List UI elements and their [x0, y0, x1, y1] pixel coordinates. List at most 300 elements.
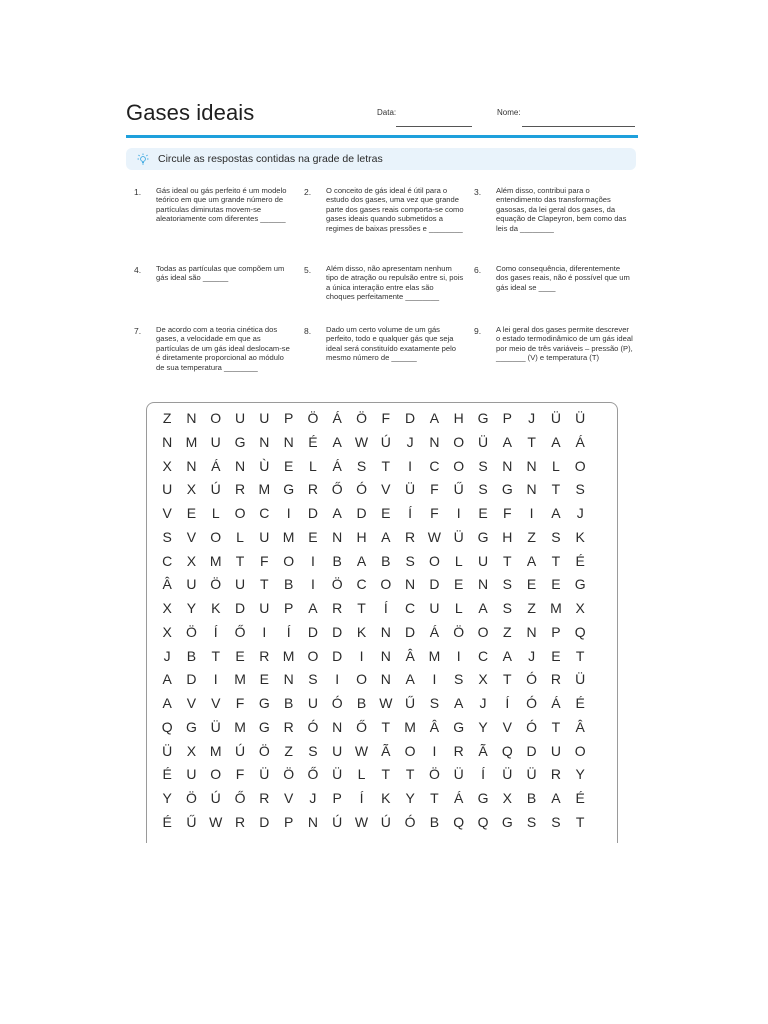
grid-letter[interactable]: V — [283, 790, 294, 806]
grid-letter[interactable]: Ő — [234, 790, 246, 806]
grid-letter[interactable]: N — [380, 671, 391, 688]
grid-letter[interactable]: N — [186, 457, 197, 474]
grid-letter[interactable]: X — [502, 790, 512, 806]
grid-letter[interactable]: F — [430, 481, 439, 498]
grid-letter[interactable]: W — [209, 813, 223, 830]
grid-letter[interactable]: É — [575, 695, 585, 711]
grid-letter[interactable]: I — [529, 505, 534, 521]
grid-letter[interactable]: Y — [186, 600, 197, 616]
grid-letter[interactable]: N — [526, 623, 537, 640]
grid-letter[interactable]: G — [501, 813, 513, 830]
grid-letter[interactable]: É — [575, 552, 585, 569]
grid-letter[interactable]: M — [209, 742, 222, 759]
grid-letter[interactable]: Í — [383, 600, 388, 616]
grid-letter[interactable]: U — [186, 576, 197, 593]
grid-letter[interactable]: L — [211, 505, 220, 521]
grid-letter[interactable]: N — [332, 528, 343, 545]
grid-letter[interactable]: O — [307, 647, 319, 664]
grid-letter[interactable]: A — [405, 671, 415, 688]
grid-letter[interactable]: Í — [286, 623, 291, 640]
grid-letter[interactable]: V — [186, 695, 197, 711]
grid-letter[interactable]: B — [526, 790, 537, 806]
grid-letter[interactable]: J — [406, 433, 414, 450]
grid-letter[interactable]: T — [381, 766, 391, 783]
grid-letter[interactable]: M — [428, 647, 441, 664]
grid-letter[interactable]: Y — [478, 718, 488, 735]
grid-letter[interactable]: Ü — [453, 766, 464, 783]
grid-letter[interactable]: T — [430, 790, 439, 806]
grid-letter[interactable]: A — [332, 505, 342, 521]
grid-letter[interactable]: D — [405, 623, 416, 640]
grid-letter[interactable]: D — [332, 647, 343, 664]
grid-letter[interactable]: E — [283, 457, 294, 474]
grid-letter[interactable]: K — [575, 528, 585, 545]
grid-letter[interactable]: N — [283, 433, 294, 450]
grid-letter[interactable]: Ö — [186, 623, 197, 640]
grid-letter[interactable]: T — [260, 576, 269, 593]
grid-letter[interactable]: Í — [505, 695, 510, 711]
grid-letter[interactable]: W — [354, 813, 369, 830]
grid-letter[interactable]: Ö — [331, 576, 343, 593]
grid-letter[interactable]: D — [405, 410, 416, 426]
grid-letter[interactable]: I — [432, 671, 437, 688]
grid-letter[interactable]: Â — [405, 647, 415, 664]
grid-letter[interactable]: S — [575, 481, 585, 498]
grid-letter[interactable]: N — [380, 647, 391, 664]
grid-letter[interactable]: I — [456, 647, 461, 664]
grid-letter[interactable]: I — [359, 647, 364, 664]
grid-letter[interactable]: Í — [408, 505, 413, 521]
grid-letter[interactable]: N — [162, 433, 173, 450]
grid-letter[interactable]: Ü — [332, 766, 343, 783]
name-field[interactable] — [497, 108, 521, 117]
grid-letter[interactable]: O — [380, 576, 392, 593]
grid-letter[interactable]: U — [162, 481, 173, 498]
grid-letter[interactable]: T — [381, 457, 391, 474]
grid-letter[interactable]: W — [379, 695, 393, 711]
grid-letter[interactable]: É — [308, 433, 318, 450]
grid-letter[interactable]: Y — [405, 790, 415, 806]
grid-letter[interactable]: C — [356, 576, 367, 593]
grid-letter[interactable]: N — [307, 813, 318, 830]
grid-letter[interactable]: I — [262, 623, 267, 640]
grid-letter[interactable]: N — [234, 457, 246, 474]
grid-letter[interactable]: P — [332, 790, 342, 806]
grid-letter[interactable]: S — [502, 576, 512, 593]
grid-letter[interactable]: T — [575, 647, 585, 664]
grid-letter[interactable]: Ű — [453, 481, 464, 498]
grid-letter[interactable]: Ö — [453, 623, 465, 640]
grid-letter[interactable]: R — [234, 813, 246, 830]
grid-letter[interactable]: Q — [501, 742, 513, 759]
grid-letter[interactable]: Ú — [332, 813, 343, 830]
grid-letter[interactable]: Ó — [331, 695, 343, 711]
grid-letter[interactable]: U — [332, 742, 343, 759]
grid-letter[interactable]: Ó — [526, 671, 538, 688]
grid-letter[interactable]: R — [259, 790, 270, 806]
grid-letter[interactable]: X — [478, 671, 488, 688]
grid-letter[interactable]: T — [575, 813, 585, 830]
grid-letter[interactable]: Ő — [234, 623, 246, 640]
grid-letter[interactable]: Á — [575, 433, 585, 450]
grid-letter[interactable]: G — [234, 433, 246, 450]
grid-letter[interactable]: Ü — [405, 481, 416, 498]
grid-letter[interactable]: O — [234, 505, 246, 521]
grid-letter[interactable]: Á — [454, 790, 464, 806]
grid-letter[interactable]: Ő — [331, 481, 343, 498]
grid-letter[interactable]: I — [213, 671, 218, 688]
grid-letter[interactable]: D — [234, 600, 246, 616]
grid-letter[interactable]: O — [453, 433, 465, 450]
grid-letter[interactable]: E — [259, 671, 269, 688]
grid-letter[interactable]: G — [258, 718, 270, 735]
grid-letter[interactable]: Ű — [405, 695, 416, 711]
grid-letter[interactable]: I — [286, 505, 291, 521]
grid-letter[interactable]: S — [405, 552, 415, 569]
grid-letter[interactable]: E — [454, 576, 464, 593]
grid-letter[interactable]: G — [477, 410, 489, 426]
grid-letter[interactable]: G — [477, 528, 489, 545]
grid-letter[interactable]: Ã — [478, 742, 488, 759]
grid-letter[interactable]: C — [405, 600, 416, 616]
grid-letter[interactable]: A — [551, 505, 561, 521]
grid-letter[interactable]: C — [429, 457, 440, 474]
grid-letter[interactable]: É — [162, 766, 172, 783]
grid-letter[interactable]: A — [381, 528, 391, 545]
grid-letter[interactable]: I — [432, 742, 437, 759]
grid-letter[interactable]: L — [236, 528, 244, 545]
grid-letter[interactable]: O — [453, 457, 465, 474]
grid-letter[interactable]: S — [308, 671, 318, 688]
grid-letter[interactable]: F — [235, 766, 245, 783]
grid-letter[interactable]: G — [501, 481, 513, 498]
grid-letter[interactable]: Ü — [575, 671, 586, 688]
grid-letter[interactable]: Ö — [307, 410, 319, 426]
grid-letter[interactable]: B — [283, 576, 294, 593]
grid-letter[interactable]: F — [260, 552, 269, 569]
grid-letter[interactable]: P — [502, 410, 512, 426]
grid-letter[interactable]: A — [162, 695, 172, 711]
grid-letter[interactable]: X — [186, 552, 197, 569]
grid-letter[interactable]: Ü — [550, 410, 561, 426]
grid-letter[interactable]: V — [211, 695, 221, 711]
grid-letter[interactable]: S — [162, 528, 172, 545]
grid-letter[interactable]: S — [526, 813, 537, 830]
grid-letter[interactable]: J — [309, 790, 317, 806]
grid-letter[interactable]: F — [235, 695, 245, 711]
grid-letter[interactable]: É — [575, 790, 585, 806]
grid-letter[interactable]: L — [552, 457, 560, 474]
name-line[interactable] — [522, 126, 635, 127]
grid-letter[interactable]: G — [186, 718, 197, 735]
grid-letter[interactable]: R — [550, 671, 561, 688]
grid-letter[interactable]: H — [453, 410, 464, 426]
grid-letter[interactable]: D — [307, 623, 318, 640]
grid-letter[interactable]: Y — [162, 790, 172, 806]
grid-letter[interactable]: Á — [429, 623, 440, 640]
grid-letter[interactable]: P — [283, 410, 294, 426]
grid-letter[interactable]: X — [162, 600, 172, 616]
grid-letter[interactable]: J — [479, 695, 487, 711]
grid-letter[interactable]: T — [503, 552, 512, 569]
grid-letter[interactable]: Q — [453, 813, 465, 830]
grid-letter[interactable]: O — [210, 528, 222, 545]
grid-letter[interactable]: A — [162, 671, 172, 688]
grid-letter[interactable]: A — [332, 433, 342, 450]
grid-letter[interactable]: U — [234, 576, 246, 593]
grid-letter[interactable]: N — [380, 623, 391, 640]
grid-letter[interactable]: O — [574, 457, 586, 474]
grid-letter[interactable]: L — [454, 600, 463, 616]
grid-letter[interactable]: U — [186, 766, 197, 783]
grid-letter[interactable]: N — [186, 410, 197, 426]
grid-letter[interactable]: N — [502, 457, 513, 474]
grid-letter[interactable]: B — [283, 695, 294, 711]
grid-letter[interactable]: X — [186, 481, 197, 498]
grid-letter[interactable]: V — [381, 481, 391, 498]
grid-letter[interactable]: Ü — [210, 718, 221, 735]
grid-letter[interactable]: J — [576, 505, 584, 521]
grid-letter[interactable]: Ù — [259, 457, 270, 474]
grid-letter[interactable]: O — [574, 742, 586, 759]
grid-letter[interactable]: Ó — [356, 481, 367, 498]
grid-letter[interactable]: E — [551, 647, 561, 664]
grid-letter[interactable]: Ó — [526, 695, 538, 711]
grid-letter[interactable]: Ű — [186, 813, 197, 830]
grid-letter[interactable]: Z — [284, 742, 293, 759]
grid-letter[interactable]: U — [259, 410, 270, 426]
grid-letter[interactable]: F — [430, 505, 439, 521]
grid-letter[interactable]: T — [405, 766, 415, 783]
grid-letter[interactable]: M — [282, 647, 295, 664]
grid-letter[interactable]: D — [307, 505, 318, 521]
grid-letter[interactable]: J — [528, 410, 536, 426]
grid-letter[interactable]: G — [453, 718, 465, 735]
grid-letter[interactable]: Ő — [307, 766, 319, 783]
grid-letter[interactable]: Z — [503, 623, 512, 640]
grid-letter[interactable]: H — [356, 528, 367, 545]
grid-letter[interactable]: A — [551, 790, 561, 806]
grid-letter[interactable]: A — [308, 600, 318, 616]
grid-letter[interactable]: A — [454, 695, 464, 711]
grid-letter[interactable]: X — [575, 600, 585, 616]
grid-letter[interactable]: Ü — [162, 742, 173, 759]
grid-letter[interactable]: C — [162, 552, 173, 569]
grid-letter[interactable]: Z — [527, 528, 536, 545]
grid-letter[interactable]: B — [429, 813, 440, 830]
grid-letter[interactable]: K — [211, 600, 221, 616]
grid-letter[interactable]: Ü — [477, 433, 489, 450]
grid-letter[interactable]: P — [283, 813, 294, 830]
grid-letter[interactable]: N — [429, 433, 440, 450]
grid-letter[interactable]: Ã — [381, 742, 391, 759]
grid-letter[interactable]: P — [283, 600, 294, 616]
grid-letter[interactable]: A — [356, 552, 367, 569]
grid-letter[interactable]: U — [259, 600, 270, 616]
grid-letter[interactable]: L — [309, 457, 317, 474]
grid-letter[interactable]: D — [332, 623, 343, 640]
grid-letter[interactable]: T — [527, 433, 536, 450]
grid-letter[interactable]: U — [234, 410, 246, 426]
grid-letter[interactable]: T — [551, 718, 561, 735]
grid-letter[interactable]: M — [234, 718, 246, 735]
grid-letter[interactable]: Á — [332, 410, 342, 426]
grid-letter[interactable]: Í — [213, 623, 218, 640]
grid-letter[interactable]: X — [162, 457, 172, 474]
grid-letter[interactable]: X — [186, 742, 197, 759]
grid-letter[interactable]: S — [356, 457, 367, 474]
grid-letter[interactable]: B — [186, 647, 197, 664]
grid-letter[interactable]: G — [283, 481, 295, 498]
grid-letter[interactable]: U — [477, 552, 489, 569]
grid-letter[interactable]: O — [210, 766, 222, 783]
grid-letter[interactable]: N — [283, 671, 294, 688]
grid-letter[interactable]: B — [332, 552, 342, 569]
grid-letter[interactable]: E — [381, 505, 391, 521]
grid-letter[interactable]: D — [356, 505, 367, 521]
grid-letter[interactable]: Ö — [283, 766, 295, 783]
grid-letter[interactable]: T — [211, 647, 221, 664]
grid-letter[interactable]: S — [454, 671, 464, 688]
grid-letter[interactable]: Q — [574, 623, 586, 640]
grid-letter[interactable]: R — [550, 766, 561, 783]
grid-letter[interactable]: M — [209, 552, 222, 569]
grid-letter[interactable]: Z — [162, 410, 172, 426]
grid-letter[interactable]: Ü — [502, 766, 513, 783]
date-field[interactable] — [377, 108, 396, 117]
grid-letter[interactable]: I — [335, 671, 340, 688]
grid-letter[interactable]: R — [307, 481, 318, 498]
grid-letter[interactable]: Ö — [428, 766, 440, 783]
grid-letter[interactable]: A — [526, 552, 537, 569]
grid-letter[interactable]: J — [163, 647, 171, 664]
grid-letter[interactable]: É — [162, 813, 172, 830]
grid-letter[interactable]: G — [477, 790, 489, 806]
grid-letter[interactable]: R — [405, 528, 416, 545]
grid-letter[interactable]: M — [185, 433, 198, 450]
grid-letter[interactable]: K — [381, 790, 391, 806]
grid-letter[interactable]: Q — [477, 813, 489, 830]
grid-letter[interactable]: Â — [575, 718, 585, 735]
grid-letter[interactable]: T — [551, 552, 561, 569]
grid-letter[interactable]: Ő — [356, 718, 367, 735]
grid-letter[interactable]: S — [308, 742, 318, 759]
grid-letter[interactable]: E — [526, 576, 537, 593]
grid-letter[interactable]: M — [258, 481, 271, 498]
grid-letter[interactable]: Ö — [356, 410, 367, 426]
grid-letter[interactable]: G — [258, 695, 270, 711]
grid-letter[interactable]: J — [528, 647, 536, 664]
grid-letter[interactable]: S — [429, 695, 440, 711]
grid-letter[interactable]: Â — [429, 718, 440, 735]
grid-letter[interactable]: V — [162, 505, 172, 521]
grid-letter[interactable]: I — [310, 552, 315, 569]
grid-letter[interactable]: T — [503, 671, 512, 688]
grid-letter[interactable]: R — [332, 600, 343, 616]
grid-letter[interactable]: M — [282, 528, 295, 545]
grid-letter[interactable]: M — [550, 600, 562, 616]
grid-letter[interactable]: Â — [162, 576, 172, 593]
grid-letter[interactable]: N — [405, 576, 416, 593]
grid-letter[interactable]: W — [354, 742, 369, 759]
grid-letter[interactable]: S — [502, 600, 512, 616]
grid-letter[interactable]: M — [404, 718, 416, 735]
grid-letter[interactable]: A — [502, 647, 512, 664]
grid-letter[interactable]: W — [354, 433, 369, 450]
grid-letter[interactable]: B — [356, 695, 367, 711]
grid-letter[interactable]: A — [551, 433, 561, 450]
grid-letter[interactable]: I — [310, 576, 315, 593]
grid-letter[interactable]: Ü — [259, 766, 270, 783]
grid-letter[interactable]: O — [283, 552, 295, 569]
grid-letter[interactable]: V — [502, 718, 512, 735]
grid-letter[interactable]: U — [550, 742, 561, 759]
grid-letter[interactable]: B — [381, 552, 391, 569]
grid-letter[interactable]: A — [502, 433, 512, 450]
grid-letter[interactable]: M — [234, 671, 246, 688]
grid-letter[interactable]: S — [478, 481, 488, 498]
grid-letter[interactable]: T — [357, 600, 366, 616]
grid-letter[interactable]: Ú — [380, 433, 391, 450]
grid-letter[interactable]: Ó — [526, 718, 538, 735]
grid-letter[interactable]: S — [551, 813, 561, 830]
grid-letter[interactable]: Y — [575, 766, 585, 783]
grid-letter[interactable]: E — [308, 528, 318, 545]
grid-letter[interactable]: R — [283, 718, 294, 735]
grid-letter[interactable]: R — [234, 481, 246, 498]
grid-letter[interactable]: C — [259, 505, 270, 521]
grid-letter[interactable]: Ö — [186, 790, 197, 806]
grid-letter[interactable]: V — [186, 528, 197, 545]
grid-letter[interactable]: T — [381, 718, 391, 735]
grid-letter[interactable]: N — [259, 433, 270, 450]
grid-letter[interactable]: U — [429, 600, 440, 616]
grid-letter[interactable]: U — [307, 695, 318, 711]
grid-letter[interactable]: U — [210, 433, 221, 450]
grid-letter[interactable]: Ú — [210, 481, 221, 498]
grid-letter[interactable]: N — [477, 576, 489, 593]
grid-letter[interactable]: X — [162, 623, 172, 640]
grid-letter[interactable]: Ú — [380, 813, 391, 830]
grid-letter[interactable]: S — [551, 528, 561, 545]
grid-letter[interactable]: O — [428, 552, 440, 569]
grid-letter[interactable]: Ó — [404, 813, 416, 830]
grid-letter[interactable]: F — [381, 410, 391, 426]
grid-letter[interactable]: U — [259, 528, 270, 545]
grid-letter[interactable]: Ü — [453, 528, 464, 545]
grid-letter[interactable]: E — [186, 505, 197, 521]
grid-letter[interactable]: N — [526, 481, 537, 498]
grid-letter[interactable]: D — [429, 576, 440, 593]
grid-letter[interactable]: D — [186, 671, 197, 688]
grid-letter[interactable]: A — [429, 410, 440, 426]
grid-letter[interactable]: R — [259, 647, 270, 664]
grid-letter[interactable]: E — [551, 576, 561, 593]
grid-letter[interactable]: O — [477, 623, 489, 640]
grid-letter[interactable]: Í — [481, 766, 485, 783]
grid-letter[interactable]: I — [456, 505, 461, 521]
grid-letter[interactable]: H — [502, 528, 513, 545]
grid-letter[interactable]: C — [477, 647, 489, 664]
grid-letter[interactable]: T — [551, 481, 561, 498]
grid-letter[interactable]: D — [259, 813, 270, 830]
grid-letter[interactable]: O — [210, 410, 222, 426]
grid-letter[interactable]: G — [574, 576, 586, 593]
grid-letter[interactable]: Ü — [526, 766, 537, 783]
grid-letter[interactable]: E — [235, 647, 245, 664]
grid-letter[interactable]: A — [478, 600, 488, 616]
grid-letter[interactable]: P — [551, 623, 561, 640]
